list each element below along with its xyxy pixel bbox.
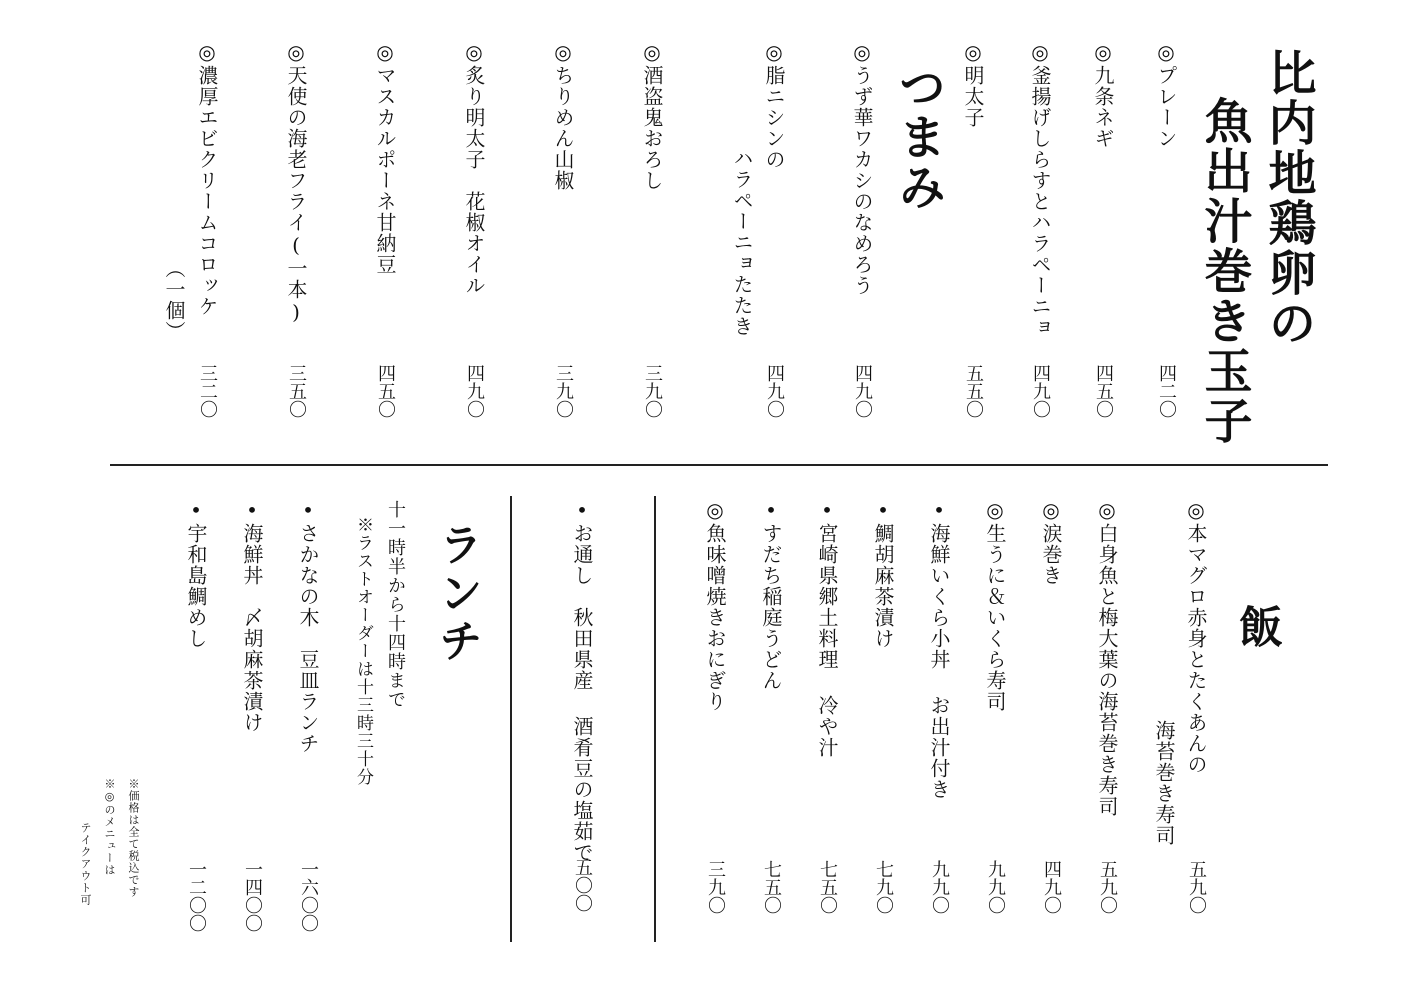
menu-item-price: 四九〇 — [464, 364, 485, 418]
menu-item-name: ◎天使の海老フライ(一本) — [284, 40, 308, 325]
menu-item-price: 四九〇 — [1041, 860, 1062, 914]
menu-item-price: 三二〇 — [197, 364, 218, 418]
tamago-title-line1: 比内地鶏卵の — [1260, 48, 1316, 348]
menu-item-name: ◎白身魚と梅大葉の海苔巻き寿司 — [1095, 498, 1119, 817]
menu-item-price: 九九〇 — [929, 860, 950, 914]
menu-item-price: 五九〇 — [1097, 860, 1118, 914]
menu-item-price: 九九〇 — [985, 860, 1006, 914]
menu-item-name: •さかなの木 豆皿ランチ — [296, 498, 320, 754]
footnote-takeout-line2: テイクアウト可 — [79, 822, 92, 906]
menu-item-name: ◎九条ネギ — [1091, 40, 1115, 149]
menu-item-name: ◎マスカルポーネ甘納豆 — [373, 40, 397, 275]
menu-item-name: ◎プレーン — [1154, 40, 1178, 149]
otoshi-price: 五〇〇 — [572, 858, 593, 912]
menu-item-price: 五九〇 — [1186, 860, 1207, 914]
menu-item-price: 七五〇 — [817, 860, 838, 914]
menu-item-name: ◎うず華ワカシのなめろう — [850, 40, 874, 296]
menu-item-price: 七九〇 — [873, 860, 894, 914]
menu-item-price: 三九〇 — [553, 364, 574, 418]
menu-item-name: ◎本マグロ赤身とたくあんの — [1184, 498, 1208, 775]
menu-item-name: ◎釜揚げしらすとハラペーニョ — [1028, 40, 1052, 338]
menu-item-name: ◎炙り明太子 花椒オイル — [462, 40, 486, 296]
menu-item-name-line2: ハラペーニョたたき — [730, 148, 754, 337]
column-divider — [654, 496, 656, 942]
menu-item-price: 四九〇 — [764, 364, 785, 418]
section-divider — [110, 464, 1328, 466]
otoshi-name: •お通し 秋田県産 酒肴豆の塩茹で — [570, 498, 594, 863]
menu-item-name-line2: （一個） — [162, 258, 186, 342]
menu-item-name: •宮崎県郷土料理 冷や汁 — [815, 498, 839, 758]
footnote-takeout: ※◎のメニューは — [103, 778, 116, 876]
tsumami-title: つまみ — [890, 62, 946, 212]
meshi-title: 飯 — [1231, 604, 1282, 652]
menu-item-price: 四二〇 — [1156, 364, 1177, 418]
menu-item-name: ◎明太子 — [961, 40, 985, 128]
menu-item-price: 三九〇 — [705, 860, 726, 914]
menu-item-name: ◎酒盗鬼おろし — [640, 40, 664, 191]
menu-item-price: 五五〇 — [963, 364, 984, 418]
lunch-last-order: ※ラストオーダーは十三時三十分 — [353, 516, 373, 786]
menu-item-name: •宇和島鯛めし — [184, 498, 208, 649]
footnote-prices-tax: ※価格は全て税込です — [127, 778, 140, 898]
menu-item-name: ◎ちりめん山椒 — [551, 40, 575, 191]
menu-item-price: 四九〇 — [852, 364, 873, 418]
menu-item-price: 一四〇〇 — [242, 860, 263, 932]
menu-item-name-line2: 海苔巻き寿司 — [1152, 720, 1176, 846]
menu-item-name: ◎魚味噌焼きおにぎり — [703, 498, 727, 712]
menu-item-name: •海鮮いくら小丼 お出汁付き — [927, 498, 951, 800]
menu-item-price: 七五〇 — [761, 860, 782, 914]
menu-item-price: 四五〇 — [375, 364, 396, 418]
menu-item-name: ◎脂ニシンの — [762, 40, 786, 170]
menu-item-price: 一二〇〇 — [186, 860, 207, 932]
lunch-hours: 十一時半から十四時まで — [385, 500, 406, 709]
column-divider — [510, 496, 512, 942]
menu-item-name: ◎濃厚エビクリームコロッケ — [195, 40, 219, 317]
menu-item-price: 三九〇 — [642, 364, 663, 418]
menu-item-name: •海鮮丼 〆胡麻茶漬け — [240, 498, 264, 733]
menu-item-price: 四九〇 — [1030, 364, 1051, 418]
menu-item-price: 四五〇 — [1093, 364, 1114, 418]
menu-item-name: •すだち稲庭うどん — [759, 498, 783, 691]
menu-item-name: ◎涙巻き — [1039, 498, 1063, 586]
lunch-title: ランチ — [431, 522, 482, 666]
tamago-title-line2: 魚出汁巻き玉子 — [1196, 96, 1252, 446]
menu-item-name: •鯛胡麻茶漬け — [871, 498, 895, 649]
menu-item-price: 三五〇 — [286, 364, 307, 418]
menu-item-price: 一六〇〇 — [298, 860, 319, 932]
menu-item-name: ◎生うに＆いくら寿司 — [983, 498, 1007, 712]
